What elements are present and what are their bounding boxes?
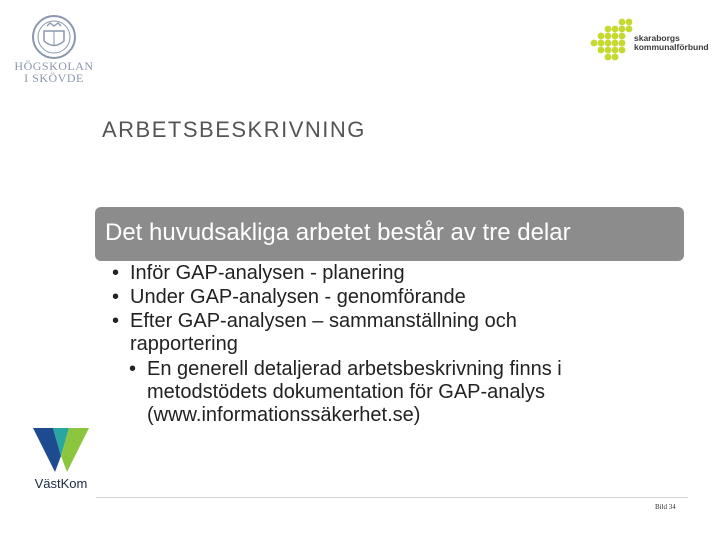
vastkom-logo xyxy=(28,426,94,494)
hogskolan-logo xyxy=(14,14,94,90)
bullet-item xyxy=(112,262,672,285)
bullet-glyph: • xyxy=(112,262,120,284)
heading-text: Det huvudsakliga arbetet består av tre delar xyxy=(105,219,571,246)
crest-icon xyxy=(31,14,77,60)
dot-cluster-icon xyxy=(590,18,638,66)
bullet-glyph: • xyxy=(129,358,137,380)
skaraborg-line1: skaraborgs xyxy=(634,33,680,43)
bullet-text: Inför GAP-analysen - planering xyxy=(130,262,405,284)
bullet-item xyxy=(112,310,590,356)
hogskolan-line1: HÖGSKOLAN xyxy=(14,59,94,73)
bullet-item xyxy=(112,286,672,309)
bullet-text: Under GAP-analysen - genomförande xyxy=(130,286,466,308)
vastkom-name: VästKom xyxy=(34,476,88,491)
bullet-glyph: • xyxy=(112,286,120,308)
slide-number: Bild 34 xyxy=(655,503,676,511)
sub-bullet-text: En generell detaljerad arbetsbeskrivning finns i metodstödets dokumentation för GAP-analys (www.informationssäkerhet.se) xyxy=(147,358,562,426)
bullet-glyph: • xyxy=(112,310,120,332)
v-mark-icon xyxy=(31,426,91,474)
bullet-text: Efter GAP-analysen – sammanställning och rapportering xyxy=(130,310,517,355)
hogskolan-line2: I SKÖVDE xyxy=(24,71,84,85)
slide-title: ARBETSBESKRIVNING xyxy=(102,117,366,142)
sub-bullet-item xyxy=(112,358,647,427)
heading-box xyxy=(95,207,684,261)
footer-divider xyxy=(96,497,688,498)
skaraborg-logo xyxy=(590,18,715,66)
bullet-list xyxy=(112,262,672,427)
skaraborg-line2: kommunalförbund xyxy=(634,42,709,52)
